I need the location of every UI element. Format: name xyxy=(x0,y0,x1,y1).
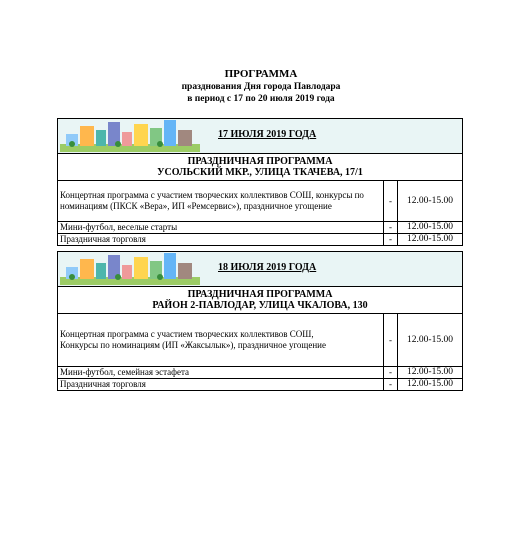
city-skyline-illustration xyxy=(60,253,200,285)
day-banner-1 xyxy=(58,119,463,154)
document-subtitle-line2: в период с 17 по 20 июля 2019 года xyxy=(187,94,335,104)
day-date: 17 ИЮЛЯ 2019 ГОДА xyxy=(218,129,317,140)
event-dash: - xyxy=(384,222,398,234)
event-dash: - xyxy=(384,234,398,246)
event-time: 12.00-15.00 xyxy=(398,379,463,391)
schedule-table-day1 xyxy=(57,118,463,246)
day-date: 18 ИЮЛЯ 2019 ГОДА xyxy=(218,262,317,273)
event-dash: - xyxy=(384,367,398,379)
event-row xyxy=(58,379,463,391)
event-description: Концертная программа с участием творческих коллективов СОШ, конкурсы по номинациям (ПКСК «Вера», ИП «Ремсервис»), праздничное угощение xyxy=(58,181,384,222)
program-location: УСОЛЬСКИЙ МКР., УЛИЦА ТКАЧЕВА, 17/1 xyxy=(157,167,363,178)
event-description: Концертная программа с участием творческих коллективов СОШ, Конкурсы по номинациям (ИП «Жаксылык»), праздничное угощение xyxy=(58,314,384,367)
event-time: 12.00-15.00 xyxy=(398,314,463,367)
program-title xyxy=(58,154,463,181)
program-title xyxy=(58,287,463,314)
event-description: Праздничная торговля xyxy=(58,234,384,246)
event-time: 12.00-15.00 xyxy=(398,222,463,234)
event-dash: - xyxy=(384,379,398,391)
document-subtitle-line1: празднования Дня города Павлодара xyxy=(181,82,341,92)
day-section-1 xyxy=(57,118,462,246)
event-description: Мини-футбол, веселые старты xyxy=(58,222,384,234)
document-title: ПРОГРАММА xyxy=(224,68,298,80)
city-skyline-illustration xyxy=(60,120,200,152)
event-dash: - xyxy=(384,314,398,367)
event-time: 12.00-15.00 xyxy=(398,234,463,246)
day-banner-2 xyxy=(58,252,463,287)
event-row xyxy=(58,234,463,246)
event-row xyxy=(58,367,463,379)
event-description: Мини-футбол, семейная эстафета xyxy=(58,367,384,379)
event-row xyxy=(58,181,463,222)
event-description: Праздничная торговля xyxy=(58,379,384,391)
event-row xyxy=(58,314,463,367)
program-location: РАЙОН 2-ПАВЛОДАР, УЛИЦА ЧКАЛОВА, 130 xyxy=(152,300,368,311)
event-time: 12.00-15.00 xyxy=(398,367,463,379)
event-time: 12.00-15.00 xyxy=(398,181,463,222)
event-dash: - xyxy=(384,181,398,222)
schedule-table-day2 xyxy=(57,251,463,391)
event-row xyxy=(58,222,463,234)
program-title-line1: ПРАЗДНИЧНАЯ ПРОГРАММА xyxy=(187,289,333,300)
program-title-line1: ПРАЗДНИЧНАЯ ПРОГРАММА xyxy=(187,156,333,167)
day-section-2 xyxy=(57,251,462,391)
